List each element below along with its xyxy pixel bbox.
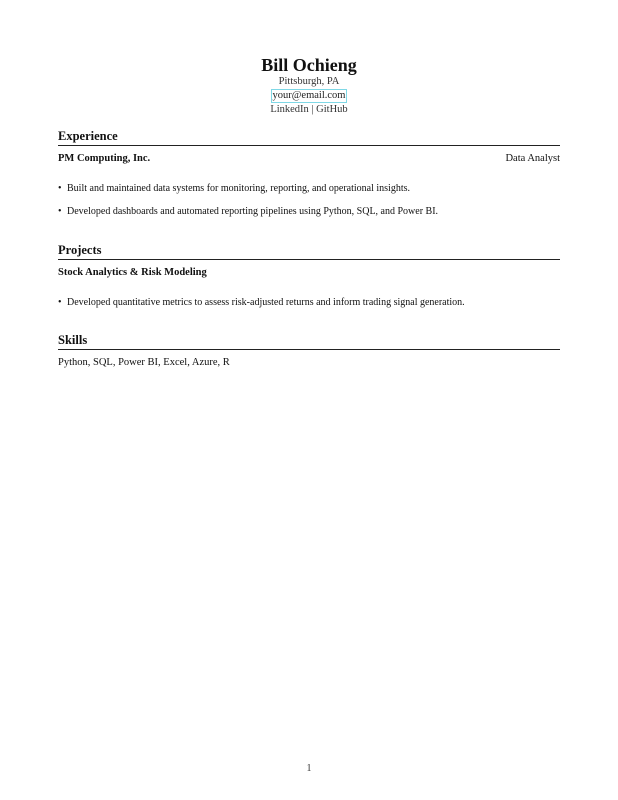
company-name: PM Computing, Inc. xyxy=(58,153,151,164)
skills-section xyxy=(58,333,560,370)
experience-section xyxy=(58,129,560,218)
skills-heading: Skills xyxy=(58,333,560,350)
resume-header xyxy=(0,55,618,117)
project-name: Stock Analytics & Risk Modeling xyxy=(58,267,207,278)
profile-links xyxy=(0,103,618,117)
experience-bullet: • Developed dashboards and automated reporting pipelines using Python, SQL, and Power BI. xyxy=(58,205,560,218)
project-bullet: • Developed quantitative metrics to assess risk-adjusted returns and inform trading signal generation. xyxy=(58,296,560,309)
experience-bullet: • Built and maintained data systems for monitoring, reporting, and operational insights. xyxy=(58,182,560,195)
project-bullets xyxy=(58,296,560,309)
job-role: Data Analyst xyxy=(505,153,560,164)
candidate-name: Bill Ochieng xyxy=(261,55,357,75)
linkedin-link[interactable]: LinkedIn xyxy=(270,104,309,115)
location: Pittsburgh, PA xyxy=(278,76,340,87)
skills-list: Python, SQL, Power BI, Excel, Azure, R xyxy=(58,357,230,368)
github-link[interactable]: GitHub xyxy=(316,104,348,115)
experience-bullets xyxy=(58,182,560,218)
projects-heading: Projects xyxy=(58,243,560,260)
experience-heading: Experience xyxy=(58,129,560,146)
email-line xyxy=(0,89,618,103)
project-entry-header xyxy=(58,266,560,280)
link-separator: | xyxy=(311,104,314,115)
experience-entry-header xyxy=(58,152,560,166)
email-link[interactable]: your@email.com xyxy=(272,90,346,101)
page-number: 1 xyxy=(306,763,312,774)
projects-section xyxy=(58,243,560,309)
